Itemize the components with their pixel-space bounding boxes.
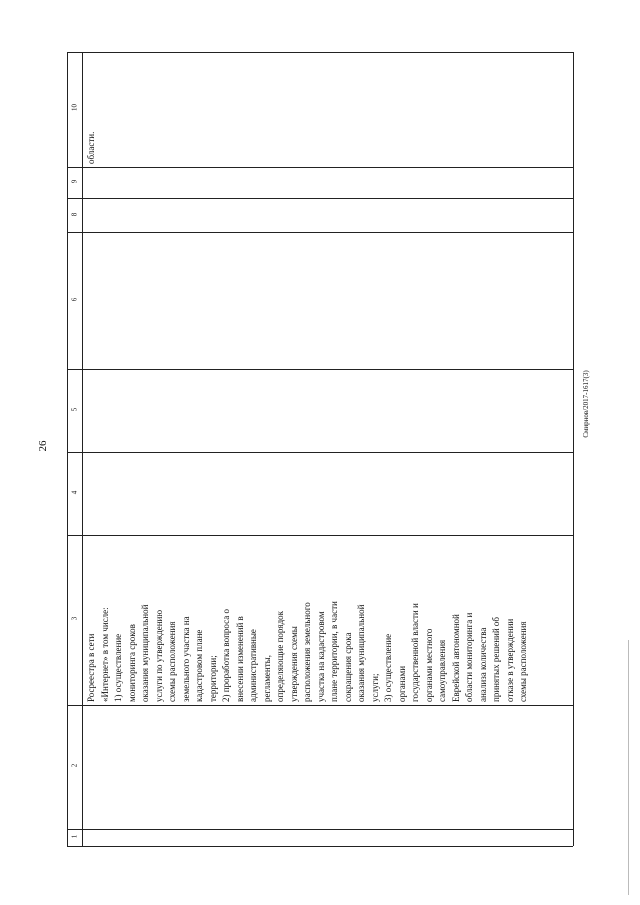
table-border-bottom [67, 846, 573, 847]
text-line: мониторинга сроков [126, 624, 137, 702]
column-number-3: 3 [70, 616, 79, 621]
text-line: оказания муниципальной [356, 604, 366, 702]
column-number-9: 9 [70, 179, 79, 184]
column-number-4: 4 [70, 490, 79, 495]
text-line: органами местного [423, 628, 434, 702]
text-line: анализа количества [477, 627, 488, 702]
text-line: области. [86, 131, 96, 164]
text-line: отказе в утверждении [504, 618, 515, 702]
text-line: земельного участка на [180, 616, 191, 702]
column-number-2: 2 [70, 763, 79, 768]
text-line: расположения земельного [302, 602, 312, 702]
text-line: определяющие порядок [275, 610, 285, 702]
text-line: схемы расположения [167, 621, 177, 702]
text-line: принятых решений об [491, 616, 501, 702]
text-line: схемы расположения [518, 621, 528, 702]
column-divider-3-2 [67, 705, 573, 706]
page-number: 26 [37, 440, 49, 452]
document-footer-code: Смирнов/2017-1617(3) [582, 370, 590, 438]
table-border-top [67, 52, 573, 53]
text-line: оказания муниципальной [140, 604, 150, 702]
text-line: внесении изменений в [234, 616, 245, 702]
text-line: утверждения схемы [288, 626, 299, 702]
text-line: Еврейской автономной [450, 614, 461, 702]
text-line: 1) осуществление [113, 633, 123, 702]
column-number-8: 8 [70, 212, 79, 217]
column-number-6: 6 [70, 297, 79, 302]
text-line: органами [396, 665, 407, 702]
column10-text [85, 132, 99, 164]
text-line: 2) проработка вопроса о [221, 608, 231, 702]
column-number-1: 1 [70, 834, 79, 839]
text-line: регламенты, [261, 655, 272, 702]
text-line: услуги; [369, 673, 380, 702]
column-divider-6-5 [67, 369, 573, 370]
column3-text [85, 601, 531, 702]
text-line: 3) осуществление [383, 633, 393, 702]
column-divider-9-8 [67, 198, 573, 199]
column-divider-5-4 [67, 452, 573, 453]
text-line: кадастровом плане [194, 629, 204, 702]
column-number-10: 10 [70, 104, 79, 111]
text-line: государственной власти и [410, 603, 420, 702]
text-line: плане территории, в части [329, 601, 339, 702]
text-line: самоуправления [437, 639, 447, 702]
text-line: «Интернет» в том числе: [99, 607, 110, 702]
text-line: административные [248, 629, 258, 702]
column-divider-10-9 [67, 167, 573, 168]
text-line: территории; [207, 655, 218, 702]
page-edge-mark [628, 640, 629, 895]
column-divider-8-6 [67, 232, 573, 233]
column-number-5: 5 [70, 407, 79, 412]
text-line: сокращения срока [342, 632, 353, 702]
column-divider-2-1 [67, 829, 573, 830]
table-border-left [67, 52, 68, 846]
table-header-divider [82, 52, 83, 846]
column-divider-4-3 [67, 535, 573, 536]
table-border-right [573, 52, 574, 846]
text-line: услуги по утверждению [153, 609, 164, 702]
text-line: области мониторинга и [464, 612, 474, 702]
text-line: Росреестра в сети [86, 633, 96, 702]
text-line: участка на кадастровом [315, 611, 326, 702]
